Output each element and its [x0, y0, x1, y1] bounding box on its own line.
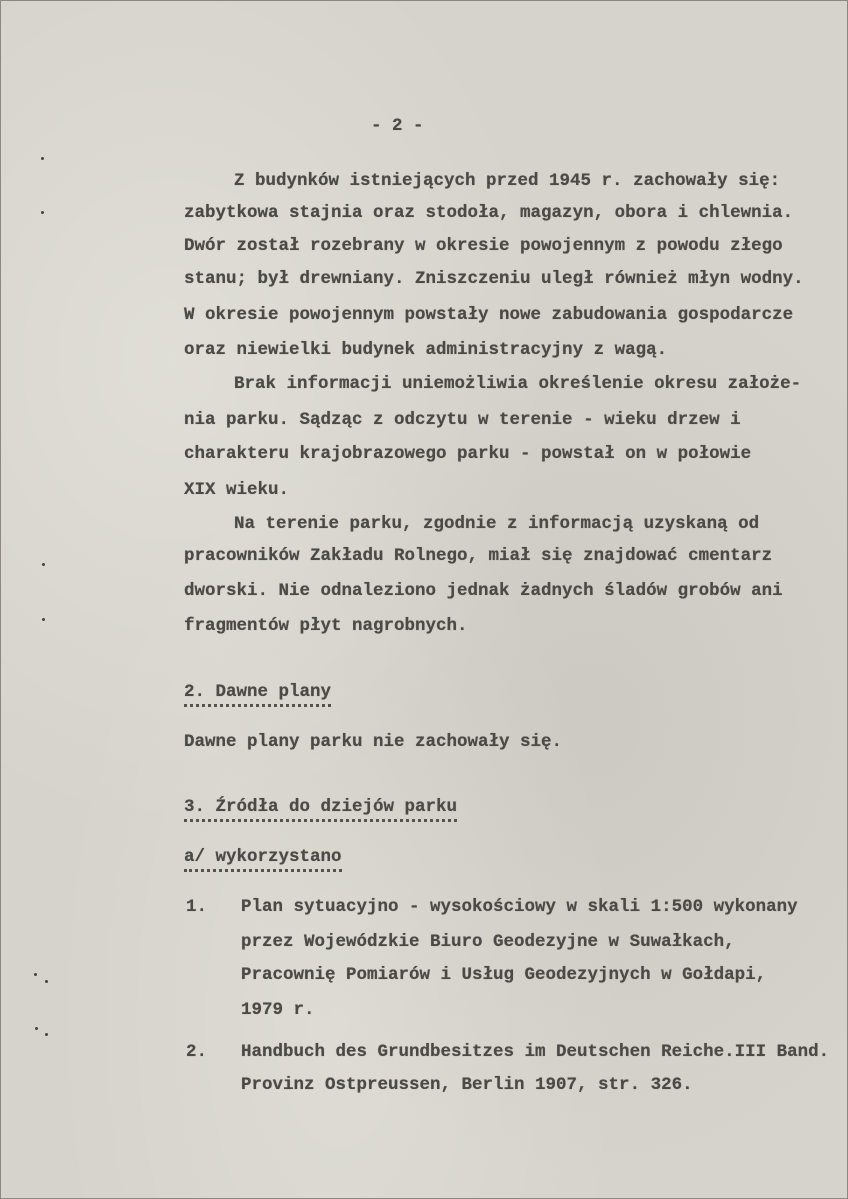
paragraph-line: Na terenie parku, zgodnie z informacją uzyskaną od — [234, 514, 760, 534]
list-item-line: Plan sytuacyjno - wysokościowy w skali 1:500 wykonany — [241, 897, 798, 917]
list-item-line: Handbuch des Grundbesitzes im Deutschen Reiche.III Band. — [241, 1042, 830, 1062]
margin-mark — [41, 211, 44, 214]
section-heading: 2. Dawne plany — [184, 682, 331, 707]
list-number: 2. — [186, 1042, 208, 1062]
margin-mark — [41, 157, 44, 160]
paragraph-line: pracowników Zakładu Rolnego, miał się znajdować cmentarz — [184, 546, 773, 566]
margin-mark — [45, 980, 48, 983]
paragraph-line: zabytkowa stajnia oraz stodoła, magazyn, obora i chlewnia. — [184, 203, 794, 223]
page-number: - 2 - — [371, 116, 424, 136]
margin-mark — [42, 618, 45, 621]
paragraph-line: Z budynków istniejących przed 1945 r. zachowały się: — [234, 171, 781, 191]
subsection-heading: a/ wykorzystano — [184, 847, 342, 872]
list-number: 1. — [186, 897, 208, 917]
margin-mark — [35, 1027, 38, 1030]
margin-mark — [34, 973, 37, 976]
paragraph-line: Dwór został rozebrany w okresie powojennym z powodu złego — [184, 236, 783, 256]
list-item-line: Pracownię Pomiarów i Usług Geodezyjnych w Gołdapi, — [241, 965, 767, 985]
paragraph-line: stanu; był drewniany. Zniszczeniu uległ również młyn wodny. — [184, 269, 804, 289]
paragraph-line: Brak informacji uniemożliwia określenie okresu założe- — [234, 374, 802, 394]
section-heading: 3. Źródła do dziejów parku — [184, 797, 457, 822]
paragraph-line: nia parku. Sądząc z odczytu w terenie - wieku drzew i — [184, 410, 741, 430]
paragraph-line: charakteru krajobrazowego parku - powstał on w połowie — [184, 444, 752, 464]
list-item-line: przez Wojewódzkie Biuro Geodezyjne w Suwałkach, — [241, 932, 735, 952]
paragraph-line: XIX wieku. — [184, 480, 290, 500]
margin-mark — [42, 563, 45, 566]
paragraph-line: dworski. Nie odnaleziono jednak żadnych śladów grobów ani — [184, 581, 783, 601]
list-item-line: 1979 r. — [241, 1000, 315, 1020]
paragraph-line: W okresie powojennym powstały nowe zabudowania gospodarcze — [184, 305, 794, 325]
margin-mark — [45, 1033, 48, 1036]
paragraph-line: oraz niewielki budynek administracyjny z wagą. — [184, 340, 668, 360]
paragraph-line: fragmentów płyt nagrobnych. — [184, 616, 468, 636]
section-text: Dawne plany parku nie zachowały się. — [184, 732, 563, 752]
list-item-line: Provinz Ostpreussen, Berlin 1907, str. 326. — [241, 1075, 693, 1095]
